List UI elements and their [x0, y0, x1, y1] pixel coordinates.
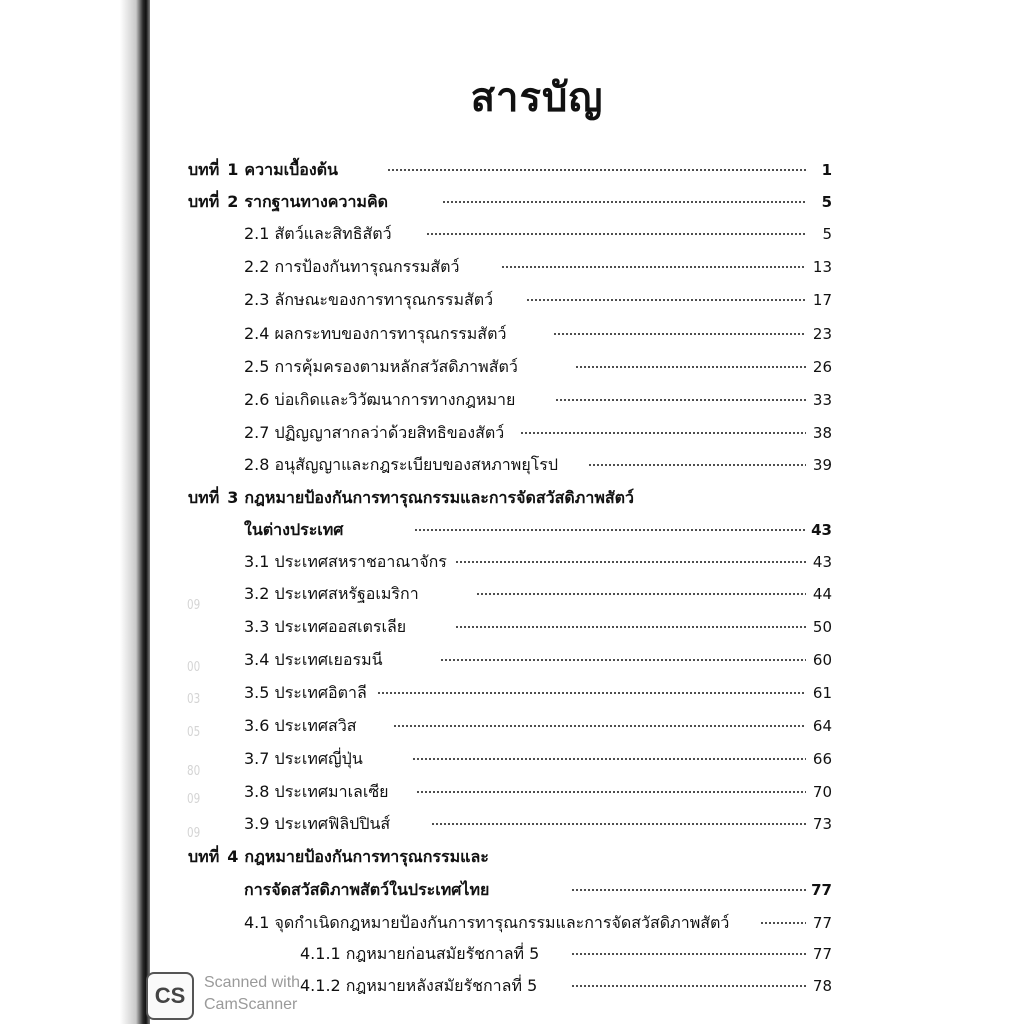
toc-entry-label: 3.8 ประเทศมาเลเซีย: [244, 782, 389, 801]
toc-page-number: 77: [812, 914, 832, 932]
toc-page-number: 73: [812, 815, 832, 833]
chapter-prefix: บทที่: [188, 192, 220, 211]
dot-leader: [455, 626, 806, 628]
chapter-prefix: บทที่: [188, 847, 220, 866]
ghost-text-bleedthrough: 09: [187, 826, 201, 841]
toc-entry-label: 4.1 จุดกำเนิดกฎหมายป้องกันการทารุณกรรมและการจัดสวัสดิภาพสัตว์: [244, 913, 730, 932]
dot-leader: [501, 266, 806, 268]
toc-entry-label: 2.1 สัตว์และสิทธิสัตว์: [244, 224, 392, 243]
watermark-text: [204, 972, 300, 1016]
toc-page-number: 61: [812, 684, 832, 702]
toc-entry: [0, 220, 1024, 250]
toc-entry: [0, 745, 1024, 775]
dot-leader: [526, 299, 806, 301]
toc-entry: [0, 548, 1024, 578]
dot-leader: [476, 593, 806, 595]
chapter-title: ความเบื้องต้น: [244, 160, 338, 179]
toc-entry-label: 2.2 การป้องกันทารุณกรรมสัตว์: [244, 257, 460, 276]
toc-entry: [0, 580, 1024, 610]
toc-entry: [0, 253, 1024, 283]
dot-leader: [555, 399, 806, 401]
toc-entry-label: 3.5 ประเทศอิตาลี: [244, 683, 367, 702]
toc-entry-label: 2.6 บ่อเกิดและวิวัฒนาการทางกฎหมาย: [244, 390, 516, 409]
dot-leader: [412, 758, 806, 760]
toc-page-number: 33: [812, 391, 832, 409]
toc-entry: [0, 646, 1024, 676]
dot-leader: [455, 561, 806, 563]
dot-leader: [571, 985, 806, 987]
toc-page-number: 78: [812, 977, 832, 995]
chapter-prefix: บทที่: [188, 160, 220, 179]
dot-leader: [393, 725, 806, 727]
toc-entry: [0, 909, 1024, 939]
toc-entry-label: 3.1 ประเทศสหราชอาณาจักร: [244, 552, 447, 571]
dot-leader: [431, 823, 806, 825]
toc-entry-label: 2.4 ผลกระทบของการทารุณกรรมสัตว์: [244, 324, 507, 343]
toc-entry-label: 3.6 ประเทศสวิส: [244, 716, 357, 735]
dot-leader: [426, 233, 806, 235]
toc-entry-label: 2.7 ปฏิญญาสากลว่าด้วยสิทธิของสัตว์: [244, 423, 505, 442]
toc-entry: [0, 484, 1024, 514]
toc-page-number: 50: [812, 618, 832, 636]
dot-leader: [387, 169, 806, 171]
toc-entry: [0, 286, 1024, 316]
toc-entry-label: 3.4 ประเทศเยอรมนี: [244, 650, 383, 669]
toc-entry: [0, 451, 1024, 481]
ghost-text-bleedthrough: 09: [187, 598, 201, 613]
ghost-text-bleedthrough: 05: [187, 725, 201, 740]
dot-leader: [553, 333, 806, 335]
toc-entry-label: ในต่างประเทศ: [244, 520, 344, 539]
toc-page-number: 43: [811, 521, 832, 539]
toc-entry-label: [188, 188, 388, 216]
chapter-prefix: บทที่: [188, 488, 220, 507]
dot-leader: [414, 529, 806, 531]
toc-entry-label: การจัดสวัสดิภาพสัตว์ในประเทศไทย: [244, 880, 490, 899]
toc-entry: [0, 778, 1024, 808]
toc-entry: [0, 419, 1024, 449]
toc-page-number: 5: [821, 193, 832, 211]
toc-entry: [0, 810, 1024, 840]
toc-entry: [0, 876, 1024, 906]
chapter-number: 2: [227, 192, 239, 211]
ghost-text-bleedthrough: 03: [187, 692, 201, 707]
toc-page-number: 26: [812, 358, 832, 376]
toc-entry: [0, 156, 1024, 186]
toc-entry-label: 4.1.1 กฎหมายก่อนสมัยรัชกาลที่ 5: [300, 944, 540, 963]
dot-leader: [575, 366, 806, 368]
toc-entry-label: 2.8 อนุสัญญาและกฎระเบียบของสหภาพยุโรป: [244, 455, 559, 474]
ghost-text-bleedthrough: 09: [187, 792, 201, 807]
toc-entry-label: 2.3 ลักษณะของการทารุณกรรมสัตว์: [244, 290, 494, 309]
toc-page-number: 23: [812, 325, 832, 343]
chapter-number: 4: [227, 847, 239, 866]
toc-entry: [0, 320, 1024, 350]
ghost-text-bleedthrough: 80: [187, 764, 201, 779]
toc-page-number: 44: [812, 585, 832, 603]
toc-entry: [0, 516, 1024, 546]
toc-page-number: 64: [812, 717, 832, 735]
toc-entry: [0, 712, 1024, 742]
toc-page-number: 70: [812, 783, 832, 801]
toc-entry: [0, 188, 1024, 218]
toc-page-number: 1: [821, 161, 832, 179]
toc-page-number: 17: [812, 291, 832, 309]
toc-page-number: 5: [822, 225, 832, 243]
dot-leader: [571, 889, 806, 891]
toc-entry-label: 3.7 ประเทศญี่ปุ่น: [244, 749, 363, 768]
toc-entry-label: 3.2 ประเทศสหรัฐอเมริกา: [244, 584, 419, 603]
toc-page-number: 60: [812, 651, 832, 669]
toc-entry-label: 3.3 ประเทศออสเตรเลีย: [244, 617, 407, 636]
page-title: สารบัญ: [470, 74, 604, 121]
dot-leader: [416, 791, 806, 793]
watermark-line-1: Scanned with: [204, 974, 301, 991]
camscanner-logo-icon: CS: [146, 972, 194, 1020]
dot-leader: [442, 201, 806, 203]
toc-page-number: 13: [812, 258, 832, 276]
chapter-title: กฎหมายป้องกันการทารุณกรรมและ: [244, 847, 489, 866]
toc-page-number: 38: [812, 424, 832, 442]
toc-entry: [0, 386, 1024, 416]
toc-entry: [0, 679, 1024, 709]
toc-entry-label: [188, 156, 338, 184]
toc-page-number: 43: [812, 553, 832, 571]
toc-entry: [0, 843, 1024, 873]
dot-leader: [571, 953, 806, 955]
toc-page-number: 77: [811, 881, 832, 899]
toc-entry: [0, 353, 1024, 383]
toc-entry-label: [188, 484, 634, 512]
chapter-title: กฎหมายป้องกันการทารุณกรรมและการจัดสวัสดิภาพสัตว์: [244, 488, 634, 507]
dot-leader: [377, 692, 806, 694]
dot-leader: [520, 432, 806, 434]
toc-page-number: 66: [812, 750, 832, 768]
chapter-number: 1: [227, 160, 239, 179]
dot-leader: [588, 464, 806, 466]
toc-entry-label: 2.5 การคุ้มครองตามหลักสวัสดิภาพสัตว์: [244, 357, 518, 376]
toc-entry-label: 4.1.2 กฎหมายหลังสมัยรัชกาลที่ 5: [300, 976, 538, 995]
camscanner-watermark: [146, 966, 406, 1022]
chapter-number: 3: [227, 488, 239, 507]
dot-leader: [440, 659, 806, 661]
ghost-text-bleedthrough: 00: [187, 660, 201, 675]
chapter-title: รากฐานทางความคิด: [244, 192, 389, 211]
toc-page-number: 39: [812, 456, 832, 474]
toc-entry-label: [188, 843, 489, 871]
toc-entry: [0, 613, 1024, 643]
watermark-line-2: CamScanner: [204, 996, 298, 1013]
toc-page-number: 77: [812, 945, 832, 963]
toc-entry-label: 3.9 ประเทศฟิลิปปินส์: [244, 814, 391, 833]
